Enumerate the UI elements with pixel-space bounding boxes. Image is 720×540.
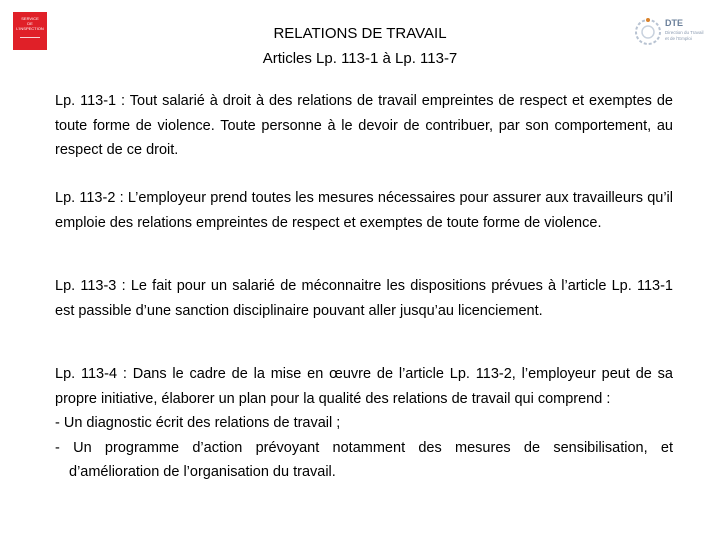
article-ref: Lp. 113-1 : [55, 93, 126, 109]
article-text: Dans le cadre de la mise en œuvre de l’article Lp. 113-2, l’employeur peut de sa propre initiative, élaborer un plan pour la qualité des relations de travail qui comprend : [55, 366, 673, 407]
article-ref: Lp. 113-4 : [55, 366, 127, 382]
inspection-logo [13, 12, 47, 50]
document-header [160, 21, 560, 71]
article-lp-113-4 [55, 362, 673, 485]
article-ref: Lp. 113-3 : [55, 278, 126, 294]
logo-line: SERVICE [21, 16, 39, 21]
page-subtitle: Articles Lp. 113-1 à Lp. 113-7 [262, 50, 458, 67]
page-title: RELATIONS DE TRAVAIL [273, 25, 447, 42]
list-item: - Un programme d’action prévoyant notamment des mesures de sensibilisation, et d’amélioration de l’organisation du travail. [55, 439, 673, 480]
article-lp-113-1 [55, 89, 673, 163]
logo-line: L'INSPECTION [16, 26, 44, 31]
dte-emblem-icon [632, 14, 664, 50]
dte-acronym: DTE [665, 18, 683, 28]
dte-subtitle-line: Direction du Travail [665, 30, 704, 35]
dte-logo [632, 12, 712, 52]
list-item: - Un diagnostic écrit des relations de travail ; [55, 415, 341, 431]
dte-subtitle-line: et de l'Emploi [665, 36, 692, 41]
article-lp-113-3 [55, 274, 673, 323]
article-text: Tout salarié à droit à des relations de travail empreintes de respect et exemptes de toute forme de violence. Toute personne à le devoir de contribuer, par son comportement, au respect de ce droit. [55, 93, 673, 158]
logo-divider [20, 37, 40, 38]
article-text: L’employeur prend toutes les mesures nécessaires pour assurer aux travailleurs qu’il emploie des relations empreintes de respect et exemptes de toute forme de violence. [55, 190, 673, 231]
article-lp-113-2 [55, 186, 673, 235]
article-text: Le fait pour un salarié de méconnaitre les dispositions prévues à l’article Lp. 113-1 est passible d’une sanction disciplinaire pouvant aller jusqu’au licenciement. [55, 278, 673, 319]
logo-line: DE [27, 21, 33, 26]
plan-items-list [55, 411, 673, 485]
dte-subtitle [665, 30, 710, 42]
article-ref: Lp. 113-2 : [55, 190, 124, 206]
